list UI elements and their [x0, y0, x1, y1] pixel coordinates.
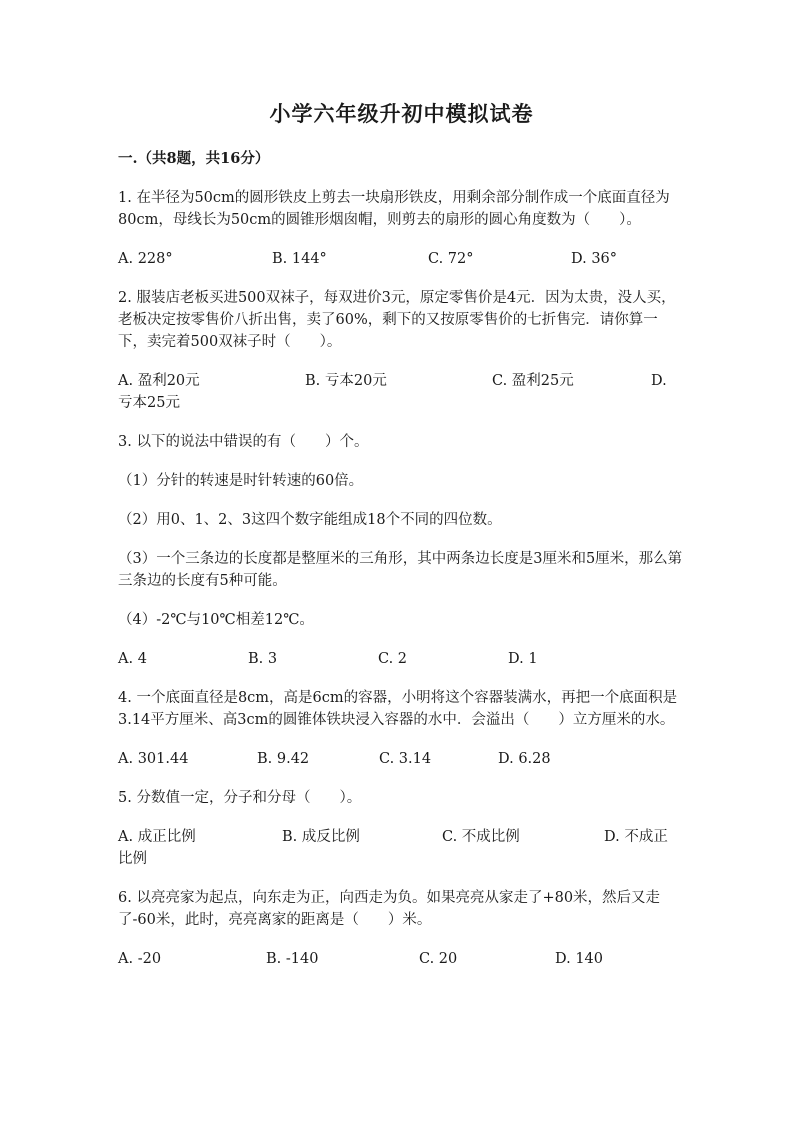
q5-option-c[interactable]: C. 不成比例	[442, 829, 520, 845]
question-1-text: 1. 在半径为50cm的圆形铁皮上剪去一块扇形铁皮，用剩余部分制作成一个底面直径为80cm，母线长为50cm的圆锥形烟囱帽，则剪去的扇形的圆心角度数为（ ）。	[118, 190, 670, 228]
q6-option-b[interactable]: B. -140	[266, 951, 319, 967]
question-5-options	[118, 826, 685, 870]
q1-option-c[interactable]: C. 72°	[428, 251, 474, 267]
q1-option-d[interactable]: D. 36°	[571, 251, 618, 267]
q2-option-a[interactable]: A. 盈利20元	[118, 373, 200, 389]
q4-option-a[interactable]: A. 301.44	[118, 751, 189, 767]
q6-option-c[interactable]: C. 20	[419, 951, 458, 967]
question-1-options	[118, 248, 685, 270]
q3-statement-1: （1）分针的转速是时针转速的60倍。	[118, 473, 364, 489]
q5-option-b[interactable]: B. 成反比例	[282, 829, 360, 845]
question-6-text: 6. 以亮亮家为起点，向东走为正，向西走为负。如果亮亮从家走了+80米，然后又走了-60米，此时，亮亮离家的距离是（ ）米。	[118, 890, 661, 928]
section-header: 一.（共8题，共16分）	[118, 150, 270, 167]
q3-option-b[interactable]: B. 3	[248, 651, 278, 667]
exam-title: 小学六年级升初中模拟试卷	[269, 101, 534, 126]
question-4-options	[118, 748, 685, 770]
question-6-options	[118, 948, 685, 970]
q3-statement-3: （3）一个三条边的长度都是整厘米的三角形，其中两条边长度是3厘米和5厘米，那么第三条边的长度有5种可能。	[118, 551, 683, 589]
q3-statement-4: （4）-2℃与10℃相差12℃。	[118, 612, 314, 628]
question-5-text: 5. 分数值一定，分子和分母（ ）。	[118, 790, 362, 806]
q6-option-d[interactable]: D. 140	[555, 951, 604, 967]
q3-option-a[interactable]: A. 4	[118, 651, 147, 667]
q3-option-d[interactable]: D. 1	[508, 651, 538, 667]
q1-option-a[interactable]: A. 228°	[118, 251, 173, 267]
q6-option-a[interactable]: A. -20	[118, 951, 162, 967]
q3-option-c[interactable]: C. 2	[378, 651, 408, 667]
q4-option-b[interactable]: B. 9.42	[257, 751, 310, 767]
question-2-options	[118, 370, 685, 414]
q2-option-d[interactable]: D.	[651, 373, 667, 389]
q2-option-b[interactable]: B. 亏本20元	[305, 373, 387, 389]
q5-option-d-continued: 比例	[118, 851, 147, 867]
q3-statement-2: （2）用0、1、2、3这四个数字能组成18个不同的四位数。	[118, 512, 502, 528]
question-3-options	[118, 648, 685, 670]
question-3-text: 3. 以下的说法中错误的有（ ）个。	[118, 434, 369, 450]
question-4-text: 4. 一个底面直径是8cm，高是6cm的容器，小明将这个容器装满水，再把一个底面积是3.14平方厘米、高3cm的圆锥体铁块浸入容器的水中．会溢出（ ）立方厘米的水。	[118, 690, 678, 728]
q1-option-b[interactable]: B. 144°	[272, 251, 327, 267]
q4-option-d[interactable]: D. 6.28	[498, 751, 551, 767]
q2-option-c[interactable]: C. 盈利25元	[492, 373, 574, 389]
q4-option-c[interactable]: C. 3.14	[379, 751, 432, 767]
question-2-text: 2. 服装店老板买进500双袜子，每双进价3元，原定零售价是4元．因为太贵，没人买，老板决定按零售价八折出售，卖了60%，剩下的又按原零售价的七折售完．请你算一下，卖完着500双袜子时（ ）。	[118, 290, 676, 350]
q5-option-d[interactable]: D. 不成正	[604, 829, 668, 845]
q5-option-a[interactable]: A. 成正比例	[118, 829, 196, 845]
q2-option-d-continued: 亏本25元	[118, 395, 180, 411]
